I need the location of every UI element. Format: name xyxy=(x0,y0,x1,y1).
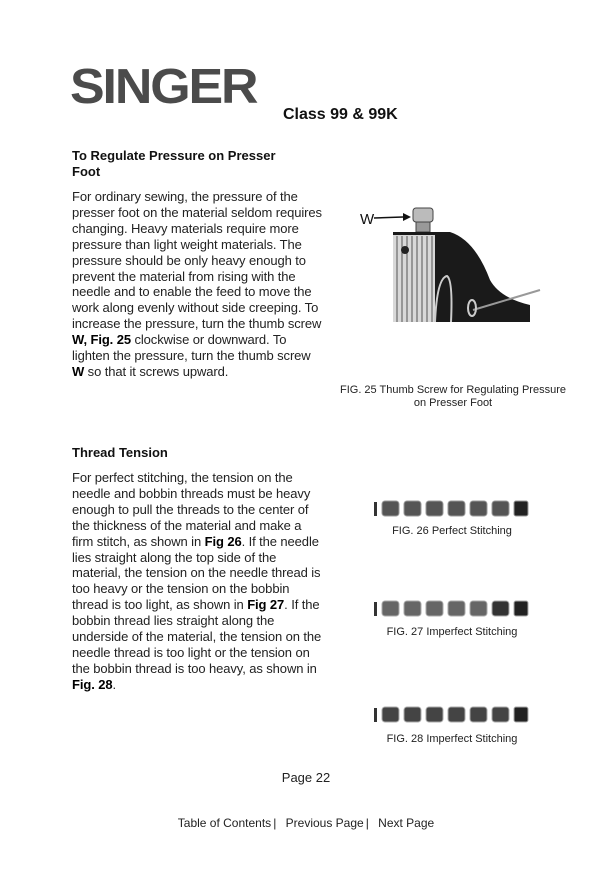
page-navigation xyxy=(0,816,612,830)
text: so that it screws upward. xyxy=(84,363,229,379)
text: . If the bobbin thread lies straight along the underside of the material, the tension on the needle thread is too light or the tension on the bobbin thread is too heavy, as shown in xyxy=(72,597,322,676)
figure-27-stitch-image xyxy=(374,598,530,620)
fig-ref: Fig 26 xyxy=(204,533,242,549)
fig-ref: W xyxy=(72,363,85,379)
thread-tension-paragraph xyxy=(72,470,324,693)
heading-line: Foot xyxy=(72,164,101,179)
figure-26-stitch-image xyxy=(374,498,530,520)
text: For ordinary sewing, the pressure of the presser foot on the material seldom requires changing. Heavy materials require more pressure than light weight materials. The pressure should be only heavy enough to prevent the material from rising with the needle and to enable the feed to move the work along evenly without side creeping. To increase the pressure, turn the thumb screw xyxy=(72,189,322,332)
section-heading-pressure xyxy=(72,148,276,180)
text: . xyxy=(112,676,116,692)
nav-separator: | xyxy=(273,816,277,830)
figure-28-stitch-image xyxy=(374,704,530,726)
text: For perfect stitching, the tension on the needle and bobbin threads must be heavy enough to pull the threads to the center of the thickness of the material and make a firm stitch, as shown in xyxy=(72,470,311,549)
heading-line: To Regulate Pressure on Presser xyxy=(72,148,276,163)
caption-line: on Presser Foot xyxy=(413,397,493,409)
text: clockwise or downward. To lighten the pressure, turn the thumb screw xyxy=(72,332,311,364)
previous-page-link[interactable]: Previous Page xyxy=(285,816,364,830)
caption-line: FIG. 25 Thumb Screw for Regulating Pressure xyxy=(339,384,566,396)
page-number: Page 22 xyxy=(281,770,331,785)
next-page-link[interactable]: Next Page xyxy=(378,816,435,830)
nav-separator: | xyxy=(365,816,369,830)
model-subtitle: Class 99 & 99K xyxy=(283,106,398,123)
table-of-contents-link[interactable]: Table of Contents xyxy=(177,816,272,830)
figure-25-presser-foot-image xyxy=(355,200,545,330)
text: . If the needle lies straight along the top side of the material, the tension on the needle thread is too heavy or the tension on the bobbin thread is too light, as shown in xyxy=(72,533,321,613)
figure-26-caption: FIG. 26 Perfect Stitching xyxy=(392,525,512,537)
singer-logo: SINGER xyxy=(70,60,257,114)
pressure-paragraph xyxy=(72,189,324,380)
figure-27-caption: FIG. 27 Imperfect Stitching xyxy=(386,626,518,638)
fig-ref: Fig 27 xyxy=(247,597,285,613)
section-heading-thread-tension: Thread Tension xyxy=(72,445,168,460)
figure-25-caption xyxy=(326,384,580,410)
w-label: W xyxy=(360,211,375,228)
fig-ref: Fig. 28 xyxy=(72,676,113,692)
figure-28-caption: FIG. 28 Imperfect Stitching xyxy=(386,733,518,745)
fig-ref: W, Fig. 25 xyxy=(72,332,131,348)
